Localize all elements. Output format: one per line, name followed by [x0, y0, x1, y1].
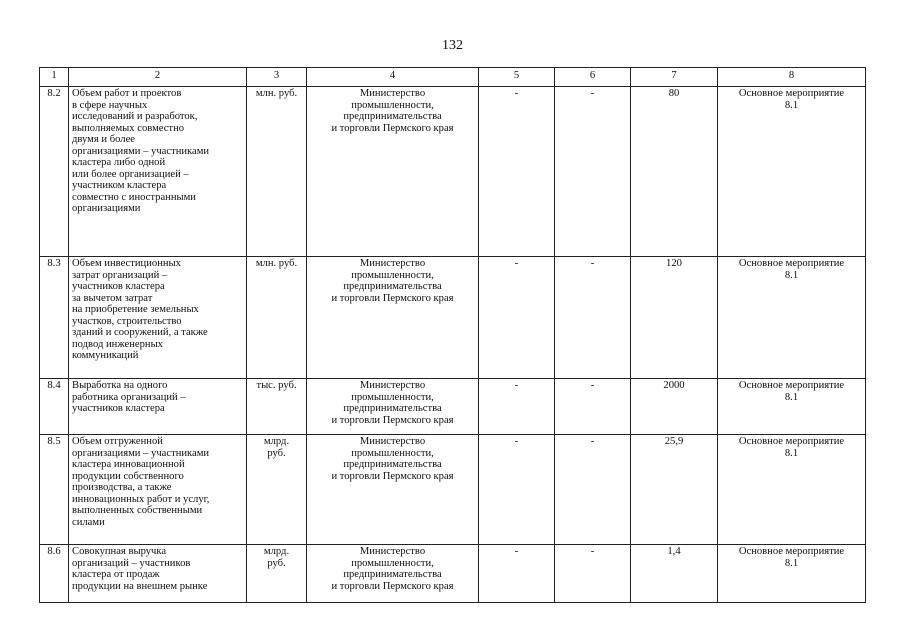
- cell-value: 80: [631, 87, 718, 257]
- cell-col6: -: [555, 257, 631, 379]
- responsible-organization: Министерство промышленности, предпринимательства и торговли Пермского края: [307, 545, 479, 603]
- main-activity: Основное мероприятие 8.1: [718, 379, 866, 435]
- main-activity: Основное мероприятие 8.1: [718, 257, 866, 379]
- unit-of-measure: млн. руб.: [247, 257, 307, 379]
- main-activity: Основное мероприятие 8.1: [718, 87, 866, 257]
- table-body: [40, 87, 866, 603]
- cell-col6: -: [555, 379, 631, 435]
- indicators-table: [39, 67, 866, 603]
- table-header: [40, 68, 866, 87]
- column-header: 1: [40, 68, 69, 87]
- column-header: 2: [69, 68, 247, 87]
- table-row: [40, 87, 866, 257]
- row-number: 8.2: [40, 87, 69, 257]
- responsible-organization: Министерство промышленности, предпринимательства и торговли Пермского края: [307, 379, 479, 435]
- responsible-organization: Министерство промышленности, предпринимательства и торговли Пермского края: [307, 435, 479, 545]
- cell-col5: -: [479, 87, 555, 257]
- unit-of-measure: млн. руб.: [247, 87, 307, 257]
- cell-col5: -: [479, 379, 555, 435]
- indicator-name: Выработка на одного работника организаций – участников кластера: [69, 379, 247, 435]
- responsible-organization: Министерство промышленности, предпринимательства и торговли Пермского края: [307, 257, 479, 379]
- unit-of-measure: млрд. руб.: [247, 545, 307, 603]
- column-header: 5: [479, 68, 555, 87]
- column-header: 7: [631, 68, 718, 87]
- main-activity: Основное мероприятие 8.1: [718, 545, 866, 603]
- cell-value: 1,4: [631, 545, 718, 603]
- main-activity: Основное мероприятие 8.1: [718, 435, 866, 545]
- cell-value: 2000: [631, 379, 718, 435]
- header-row: [40, 68, 866, 87]
- column-header: 8: [718, 68, 866, 87]
- indicator-name: Объем отгруженной организациями – участниками кластера инновационной продукции собственного производства, а также инновационных работ и услуг, выполненных собственными силами: [69, 435, 247, 545]
- column-header: 6: [555, 68, 631, 87]
- cell-col5: -: [479, 545, 555, 603]
- indicator-name: Совокупная выручка организаций – участников кластера от продаж продукции на внешнем рынке: [69, 545, 247, 603]
- cell-col6: -: [555, 545, 631, 603]
- unit-of-measure: тыс. руб.: [247, 379, 307, 435]
- row-number: 8.6: [40, 545, 69, 603]
- indicator-name: Объем работ и проектов в сфере научных исследований и разработок, выполняемых совместно двумя и более организациями – участниками кластера либо одной или более организацией – участником кластера совместно с иностранными организациями: [69, 87, 247, 257]
- row-number: 8.4: [40, 379, 69, 435]
- table-row: [40, 545, 866, 603]
- responsible-organization: Министерство промышленности, предпринимательства и торговли Пермского края: [307, 87, 479, 257]
- cell-value: 25,9: [631, 435, 718, 545]
- table-row: [40, 379, 866, 435]
- page-number: 132: [442, 38, 463, 53]
- row-number: 8.3: [40, 257, 69, 379]
- cell-col6: -: [555, 435, 631, 545]
- column-header: 4: [307, 68, 479, 87]
- table-row: [40, 257, 866, 379]
- cell-col5: -: [479, 435, 555, 545]
- table-row: [40, 435, 866, 545]
- unit-of-measure: млрд. руб.: [247, 435, 307, 545]
- indicator-name: Объем инвестиционных затрат организаций – участников кластера за вычетом затрат на приобретение земельных участков, строительство зданий и сооружений, а также подвод инженерных коммуникаций: [69, 257, 247, 379]
- cell-col5: -: [479, 257, 555, 379]
- column-header: 3: [247, 68, 307, 87]
- row-number: 8.5: [40, 435, 69, 545]
- cell-value: 120: [631, 257, 718, 379]
- cell-col6: -: [555, 87, 631, 257]
